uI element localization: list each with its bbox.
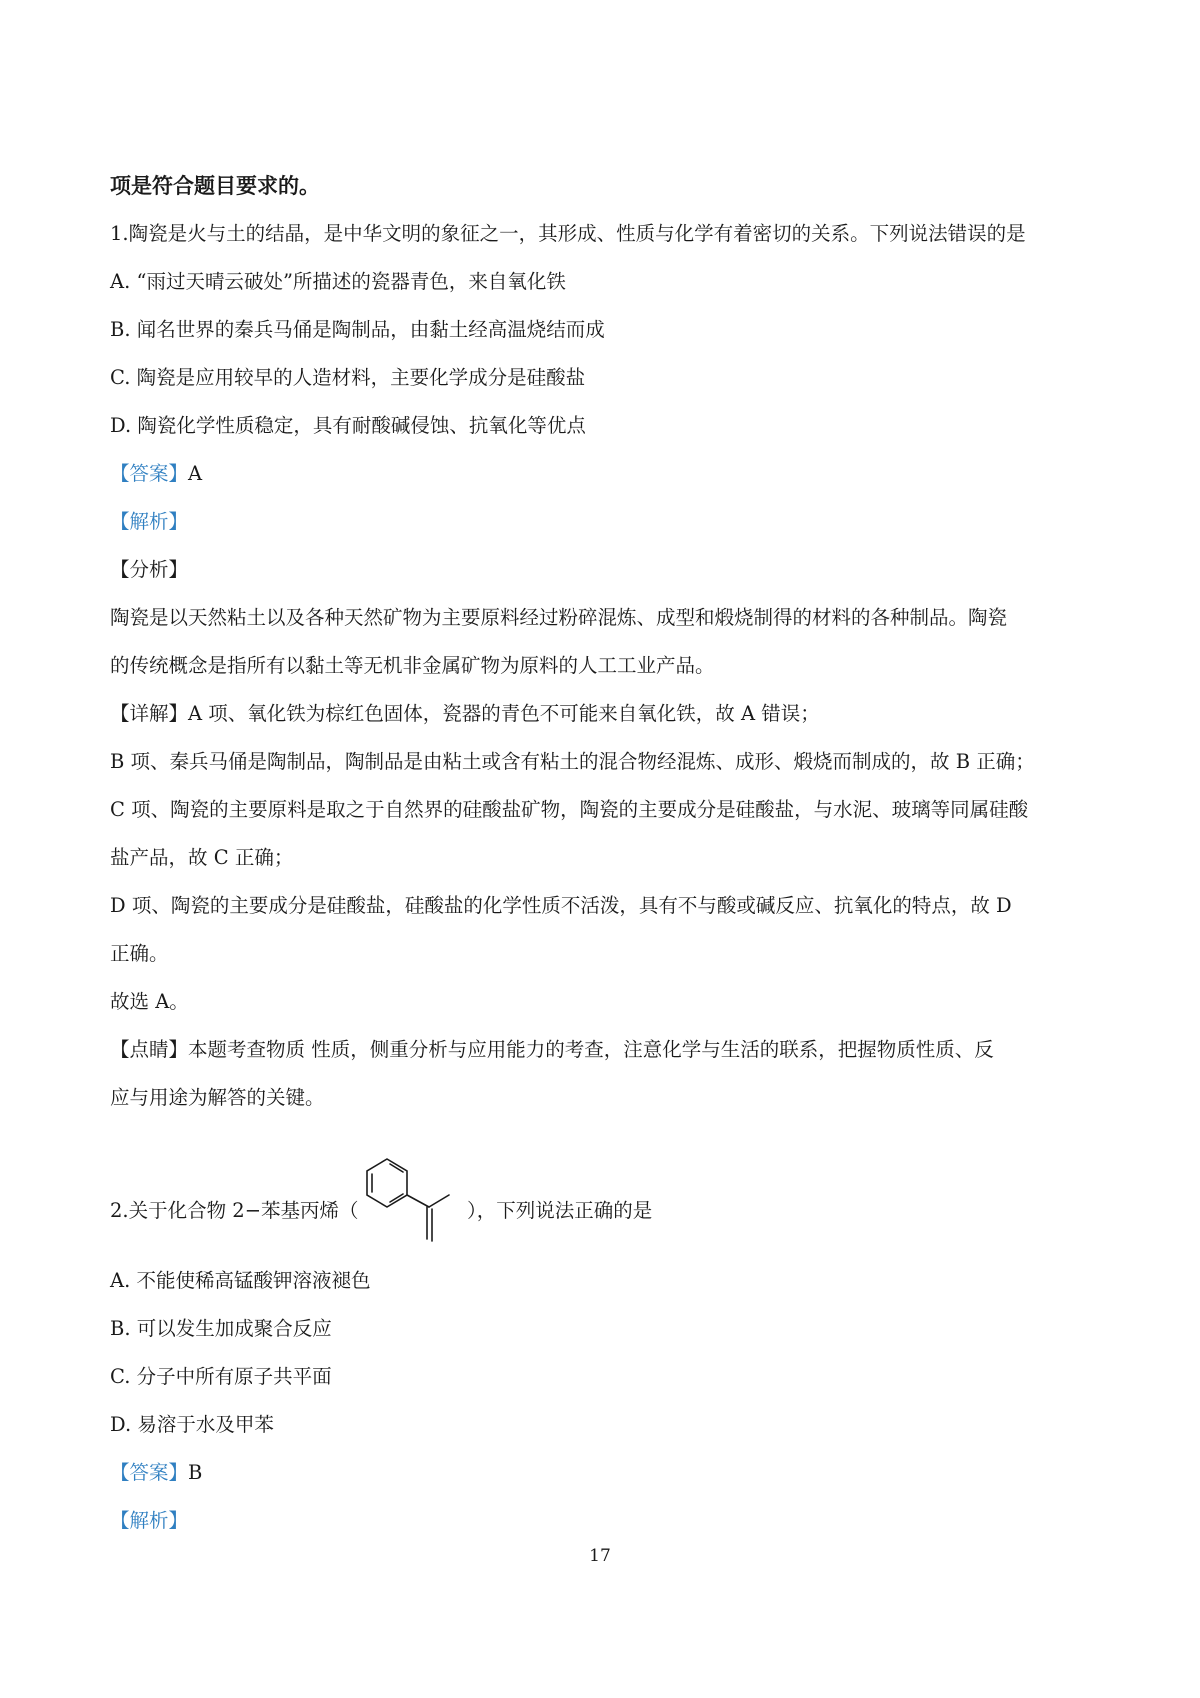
q1-option-c: C. 陶瓷是应用较早的人造材料，主要化学成分是硅酸盐	[110, 366, 586, 389]
answer-tag: 【答案】	[110, 462, 189, 485]
answer-value: A	[188, 462, 203, 485]
q1-dianjing-line-1: 【点睛】本题考查物质 性质，侧重分析与应用能力的考查，注意化学与生活的联系，把握物质性质、反	[110, 1038, 994, 1061]
q1-detail-line-5: D 项、陶瓷的主要成分是硅酸盐，硅酸盐的化学性质不活泼，具有不与酸或碱反应、抗氧化的特点，故 D	[110, 894, 1012, 917]
q1-answer	[110, 461, 202, 487]
q1-analysis-tag: 【解析】	[110, 510, 189, 533]
q2-option-d: D. 易溶于水及甲苯	[110, 1413, 274, 1436]
q1-dianjing-line-2: 应与用途为解答的关键。	[110, 1086, 325, 1109]
q2-analysis-tag: 【解析】	[110, 1509, 189, 1532]
q1-option-a: A. “雨过天晴云破处”所描述的瓷器青色，来自氧化铁	[110, 270, 566, 293]
q1-detail-line-3: C 项、陶瓷的主要原料是取之于自然界的硅酸盐矿物，陶瓷的主要成分是硅酸盐，与水泥、玻璃等同属硅酸	[110, 798, 1029, 821]
q1-stem: 1.陶瓷是火与土的结晶，是中华文明的象征之一，其形成、性质与化学有着密切的关系。下列说法错误的是	[110, 222, 1026, 245]
q2-option-b: B. 可以发生加成聚合反应	[110, 1317, 332, 1340]
q2-stem-before: 2.关于化合物 2−苯基丙烯（	[110, 1199, 359, 1222]
q1-detail-line-7: 故选 A。	[110, 990, 189, 1013]
dianjing-tag: 【点睛】	[110, 1038, 189, 1061]
q2-stem-after: ），下列说法正确的是	[467, 1199, 653, 1222]
q2-option-a: A. 不能使稀高锰酸钾溶液褪色	[110, 1269, 371, 1292]
answer-tag: 【答案】	[110, 1461, 189, 1484]
q1-fenxi-line-1: 陶瓷是以天然粘土以及各种天然矿物为主要原料经过粉碎混炼、成型和煅烧制得的材料的各种制品。陶瓷	[110, 606, 1008, 629]
q1-option-d: D. 陶瓷化学性质稳定，具有耐酸碱侵蚀、抗氧化等优点	[110, 414, 586, 437]
q1-detail-line-2: B 项、秦兵马俑是陶制品，陶制品是由粘土或含有粘土的混合物经混炼、成形、煅烧而制成的，故 B 正确；	[110, 750, 1035, 773]
answer-value: B	[188, 1461, 203, 1484]
q1-option-b: B. 闻名世界的秦兵马俑是陶制品，由黏土经高温烧结而成	[110, 318, 605, 341]
q1-detail-line-6: 正确。	[110, 942, 169, 965]
q1-fenxi-line-2: 的传统概念是指所有以黏土等无机非金属矿物为原料的人工工业产品。	[110, 654, 715, 677]
detail-tag: 【详解】	[110, 702, 189, 725]
q2-option-c: C. 分子中所有原子共平面	[110, 1365, 332, 1388]
alpha-methylstyrene-structure	[355, 1155, 467, 1251]
page-number: 17	[589, 1546, 611, 1566]
section-heading: 项是符合题目要求的。	[110, 173, 320, 198]
q2-answer	[110, 1460, 202, 1486]
q1-fenxi-tag: 【分析】	[110, 558, 189, 581]
q1-detail-line-1: 【详解】A 项、氧化铁为棕红色固体，瓷器的青色不可能来自氧化铁，故 A 错误；	[110, 702, 820, 725]
q1-detail-line-4: 盐产品，故 C 正确；	[110, 846, 294, 869]
